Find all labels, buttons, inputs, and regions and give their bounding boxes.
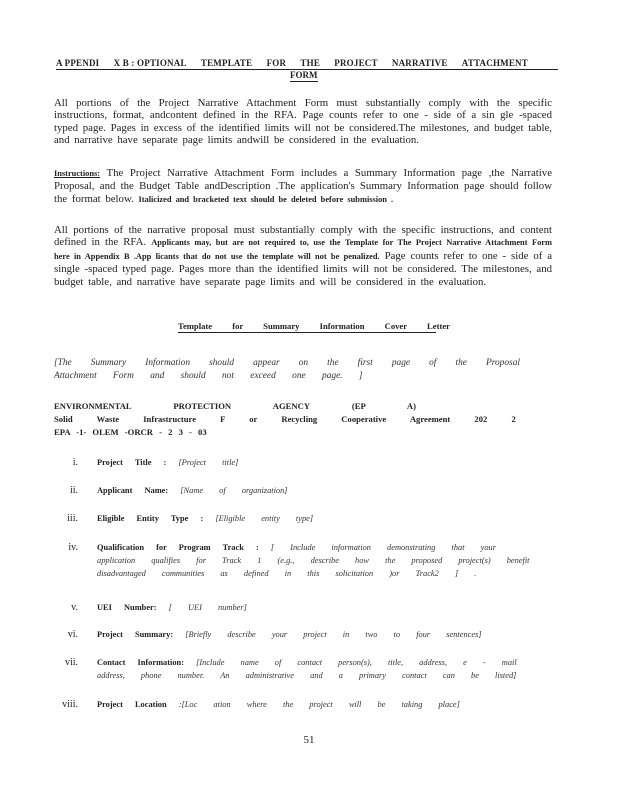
item-placeholder: [Eligible entity type] — [215, 514, 314, 523]
item-number: viii. — [62, 699, 78, 710]
appendix-heading — [56, 58, 558, 70]
narrative-bold: Applicants may, but are not required to, use the Template for The Project Narrative Attachment Form here in Appendix B .App licants that do not use the template will not be penalized. — [54, 238, 552, 261]
item-label-text: Applicant Name: — [97, 486, 169, 495]
narrative-end: Page counts refer to one - side of a single -spaced typed page. Pages more than the identified limits will not be considered. The milestones, and budget table, and narrative have separate page limits and will be considered in the evaluation. — [54, 249, 553, 288]
agency-line: ENVIRONMENTAL PROTECTION AGENCY (EP A) — [54, 401, 416, 411]
appendix-heading-line2: FORM — [290, 70, 318, 80]
narrative-start: All portions of the narrative proposal must substantially comply with the specific instructions, and content defined in the RFA. — [54, 224, 552, 249]
item-label — [97, 698, 460, 711]
item-number: iii. — [67, 513, 78, 524]
item-number: i. — [72, 457, 78, 468]
item-number: ii. — [69, 485, 78, 496]
item-placeholder: [Project title] — [178, 458, 239, 467]
item-label-text: Project Title : — [97, 458, 167, 467]
template-subheading: Template for Summary Information Cover Letter — [178, 321, 450, 331]
intro-paragraph: All portions of the Project Narrative Attachment Form must substantially comply with the specific instructions, format, andcontent defined in the RFA. Page counts refer to one - side of a sin gle -spaced typed page. Pages in excess of the identified limits will not be considered.The milestones, and budget table, and narrative have separate page limits andwill be considered in the evaluation. — [54, 97, 552, 147]
item-placeholder: [Briefly describe your project in two to four sentences] — [185, 630, 482, 639]
item-label-text: UEI Number: — [97, 603, 157, 612]
item-label — [97, 512, 313, 525]
instructions-tail: Italicized and bracketed text should be deleted before submission . — [138, 194, 394, 204]
heading-word: THE — [300, 58, 321, 68]
heading-word: PROJECT — [334, 58, 378, 68]
narrative-paragraph — [54, 224, 552, 288]
item-label — [97, 456, 238, 469]
instructions-text: The Project Narrative Attachment Form includes a Summary Information page ,the Narrative Proposal, and the Budget Table andDescription .The application's Summary Information page should follow the format below. — [54, 167, 552, 205]
item-label-text: Qualification for Program Track : — [97, 543, 259, 552]
item-body — [97, 541, 537, 580]
item-label-text: Project Summary: — [97, 630, 174, 639]
heading-word: X B : OPTIONAL — [113, 58, 187, 68]
solicitation-number: EPA -1- OLEM -ORCR - 2 3 - 03 — [54, 427, 207, 437]
agreement-line: Solid Waste Infrastructure F or Recycling Cooperative Agreement 202 2 — [54, 414, 516, 424]
item-placeholder: [ UEI number] — [168, 603, 247, 612]
item-label-text: Project Location — [97, 700, 167, 709]
item-placeholder: [ Include information demonstrating that your application qualifies for Track 1 (e.g., describe how the proposed project(s) benefit disadvantaged communities as defined in this solicitation )or Track2 ] . — [97, 543, 530, 578]
item-label-text: Eligible Entity Type : — [97, 514, 204, 523]
item-body — [97, 656, 537, 682]
item-number: vi. — [67, 629, 78, 640]
item-number: iv. — [68, 542, 78, 553]
item-placeholder: [Include name of contact person(s), title, address, e - mail address, phone number. An administrative and a primary contact can be listed] — [97, 658, 517, 680]
item-number: v. — [71, 602, 78, 613]
heading-word: FOR — [266, 58, 287, 68]
item-placeholder: :[Loc ation where the project will be taking place] — [178, 700, 460, 709]
instructions-paragraph — [54, 167, 552, 206]
item-label — [97, 601, 247, 614]
heading-word: ATTACHMENT — [461, 58, 528, 68]
item-placeholder: [Name of organization] — [180, 486, 288, 495]
item-label-text: Contact Information: — [97, 658, 184, 667]
item-label — [97, 484, 288, 497]
item-label — [97, 628, 482, 641]
heading-word: A PPENDI — [56, 58, 100, 68]
item-number: vii. — [64, 657, 78, 668]
heading-word: NARRATIVE — [391, 58, 448, 68]
page-number: 51 — [303, 734, 315, 746]
summary-note: [The Summary Information should appear on the first page of the Proposal Attachment Form and should not exceed one page. ] — [54, 358, 520, 381]
instructions-label: Instructions: — [54, 169, 101, 178]
heading-word: TEMPLATE — [200, 58, 253, 68]
